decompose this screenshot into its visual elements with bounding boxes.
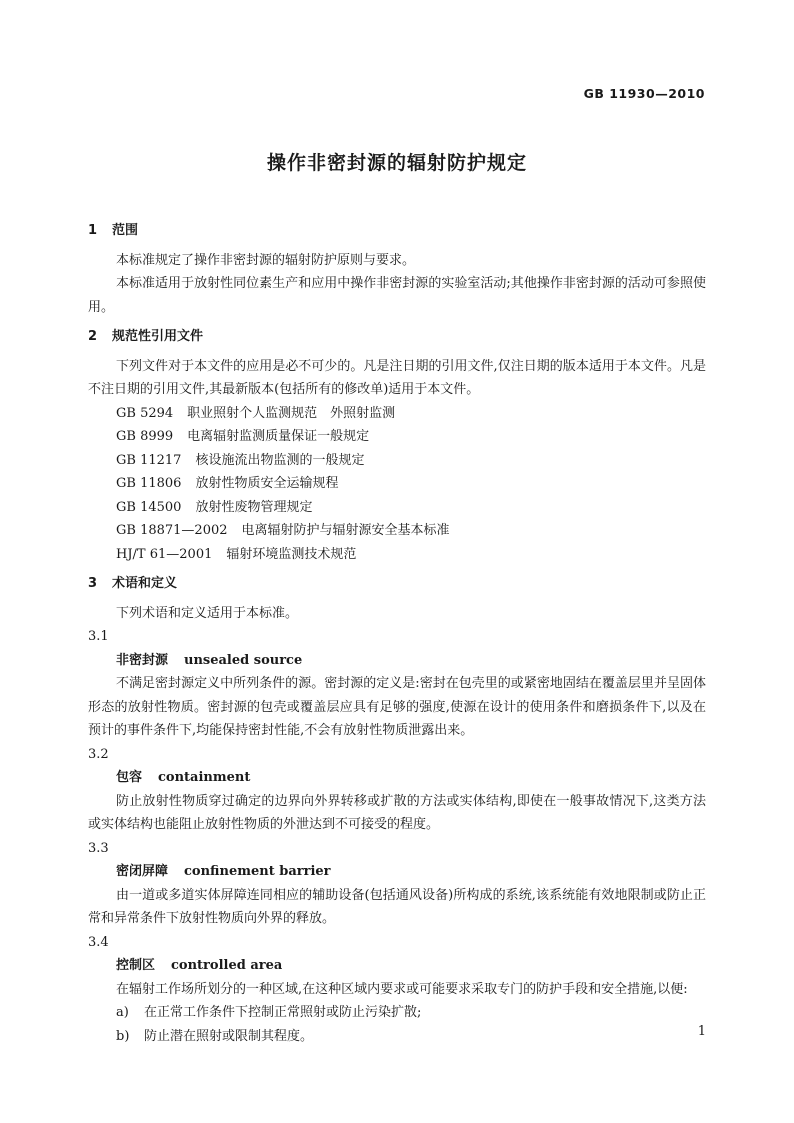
reference-code: GB 14500 [116, 499, 182, 515]
reference-item [88, 449, 706, 473]
reference-item [88, 472, 706, 496]
reference-title: 电离辐射防护与辐射源安全基本标准 [241, 523, 450, 538]
clause-number: 3.4 [88, 934, 109, 950]
reference-title: 辐射环境监测技术规范 [226, 546, 357, 562]
reference-code: GB 5294 [116, 405, 174, 421]
reference-item [88, 543, 706, 567]
term-english: unsealed source [184, 652, 303, 668]
clause-number: 3.3 [88, 840, 109, 856]
section-1-heading [88, 219, 706, 243]
paragraph: 下列文件对于本文件的应用是必不可少的。凡是注日期的引用文件,仅注日期的版本适用于本文件。凡是不注日期的引用文件,其最新版本(包括所有的修改单)适用于本文件。 [88, 358, 706, 397]
section-title: 范围 [112, 223, 139, 238]
term-entry [88, 649, 706, 673]
section-number: 2 [88, 329, 98, 344]
reference-title: 核设施流出物监测的一般规定 [195, 452, 365, 468]
reference-item [88, 519, 706, 543]
section-2-heading [88, 325, 706, 349]
list-text: 在正常工作条件下控制正常照射或防止污染扩散; [144, 1005, 422, 1020]
paragraph: 本标准规定了操作非密封源的辐射防护原则与要求。 [116, 252, 416, 268]
standard-number: GB 11930—2010 [583, 86, 705, 101]
clause-number: 3.2 [88, 746, 109, 762]
list-marker: b) [116, 1028, 130, 1044]
paragraph: 下列术语和定义适用于本标准。 [116, 605, 299, 621]
list-item [88, 1025, 706, 1049]
term-chinese: 非密封源 [116, 652, 169, 668]
section-number: 1 [88, 223, 98, 238]
list-marker: a) [116, 1005, 129, 1020]
section-number: 3 [88, 576, 98, 591]
term-english: confinement barrier [184, 864, 331, 879]
term-chinese: 控制区 [116, 958, 156, 973]
term-entry [88, 954, 706, 978]
reference-code: GB 11217 [116, 452, 182, 468]
term-english: controlled area [171, 958, 283, 973]
reference-code: HJ/T 61—2001 [116, 546, 213, 562]
page-number: 1 [697, 1024, 706, 1039]
reference-code: GB 8999 [116, 429, 174, 444]
reference-code: GB 11806 [116, 476, 182, 491]
reference-item [88, 402, 706, 426]
term-entry [88, 766, 706, 790]
term-definition: 由一道或多道实体屏障连同相应的辅助设备(包括通风设备)所构成的系统,该系统能有效地限制或防止正常和异常条件下放射性物质向外界的释放。 [88, 887, 706, 926]
term-english: containment [158, 770, 251, 785]
paragraph: 本标准适用于放射性同位素生产和应用中操作非密封源的实验室活动;其他操作非密封源的活动可参照使用。 [88, 276, 706, 315]
term-definition: 防止放射性物质穿过确定的边界向外界转移或扩散的方法或实体结构,即使在一般事故情况下,这类方法或实体结构也能阻止放射性物质的外泄达到不可接受的程度。 [88, 793, 706, 832]
reference-code: GB 18871—2002 [116, 523, 228, 538]
term-chinese: 包容 [116, 770, 143, 785]
clause-number: 3.1 [88, 629, 109, 644]
reference-title: 放射性物质安全运输规程 [195, 476, 339, 491]
list-item [88, 1001, 706, 1025]
list-text: 防止潜在照射或限制其程度。 [144, 1028, 314, 1044]
reference-title: 电离辐射监测质量保证一般规定 [187, 429, 370, 444]
document-body [88, 213, 706, 1048]
reference-title: 职业照射个人监测规范 外照射监测 [187, 405, 396, 421]
term-entry [88, 860, 706, 884]
section-title: 规范性引用文件 [112, 329, 204, 344]
section-3-heading [88, 572, 706, 596]
term-chinese: 密闭屏障 [116, 864, 169, 879]
reference-title: 放射性废物管理规定 [195, 499, 313, 515]
reference-item [88, 496, 706, 520]
term-definition: 在辐射工作场所划分的一种区域,在这种区域内要求或可能要求采取专门的防护手段和安全措施,以便: [116, 981, 688, 997]
term-definition: 不满足密封源定义中所列条件的源。密封源的定义是:密封在包壳里的或紧密地固结在覆盖层里并呈固体形态的放射性物质。密封源的包壳或覆盖层应具有足够的强度,使源在设计的使用条件和磨损条件下,以及在预计的事件条件下,均能保持密封性能,不会有放射性物质泄露出来。 [88, 676, 706, 738]
section-title: 术语和定义 [112, 576, 178, 591]
document-title: 操作非密封源的辐射防护规定 [266, 152, 527, 174]
reference-item [88, 425, 706, 449]
